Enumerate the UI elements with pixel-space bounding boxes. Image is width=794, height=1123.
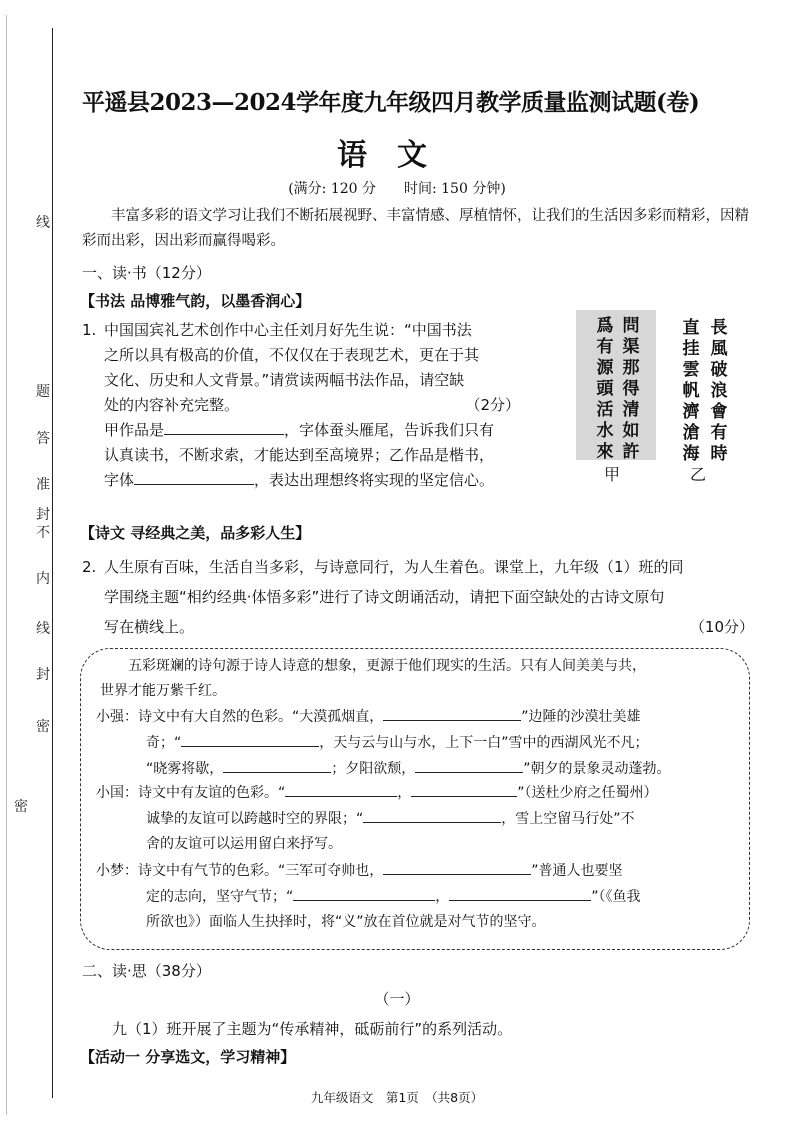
answer-blank-jia[interactable]	[164, 418, 284, 435]
q2-line: 人生原有百味，生活自当多彩，与诗意同行，为人生着色。课堂上，九年级（1）班的同	[104, 558, 684, 576]
exam-meta: (满分: 120 分 时间: 150 分钟)	[288, 181, 506, 197]
box-line: 定的志向，坚守气节；“	[146, 889, 294, 905]
margin-notice-char: 封	[36, 667, 50, 683]
calligraphy-label-jia: 甲	[604, 465, 621, 484]
answer-blank[interactable]	[223, 756, 331, 773]
answer-blank[interactable]	[181, 730, 319, 747]
q1-line: 文化、历史和人文背景。”请赏读两幅书法作品，请空缺	[104, 371, 465, 389]
q1-line: ，表达出理想终将实现的坚定信心。	[254, 471, 495, 489]
answer-blank[interactable]	[363, 806, 501, 823]
margin-seal-char: 封	[36, 507, 50, 523]
box-line: ，	[435, 889, 450, 905]
answer-blank[interactable]	[285, 780, 397, 797]
box-intro-line: 五彩斑斓的诗句源于诗人诗意的想象，更源于他们现实的生活。只有人间美美与共，	[128, 658, 646, 674]
answer-blank[interactable]	[383, 704, 521, 721]
margin-label-mi: 密	[14, 799, 28, 815]
speaker-label: 小国：	[96, 785, 138, 801]
calligraphy-label-yi: 乙	[690, 465, 707, 484]
answer-blank[interactable]	[411, 780, 517, 797]
margin-notice-char: 线	[36, 621, 50, 637]
q2-score: （10分）	[689, 618, 754, 636]
box-line: ”朝夕的景象灵动蓬勃。	[523, 761, 671, 777]
answer-blank[interactable]	[449, 884, 591, 901]
box-line: 舍的友谊可以运用留白来抒写。	[146, 836, 342, 852]
box-line: ”（送杜少府之任蜀州）	[517, 785, 658, 801]
question-1	[82, 318, 540, 493]
q1-line: ，字体蚕头雁尾，告诉我们只有	[284, 421, 495, 439]
box-line: ”边陲的沙漠壮美雄	[521, 709, 641, 725]
subject-title: 语文	[337, 138, 457, 173]
box-line: 奇；“	[146, 735, 182, 751]
xiaomeng-block	[96, 858, 746, 935]
calligraphy-yi-column: 長 風 破 浪 會 有 時	[710, 318, 728, 464]
exam-title: 平遥县2023—2024学年度九年级四月教学质量监测试题(卷)	[82, 89, 700, 116]
box-line: 所欲也》）面临人生抉择时，将“义”放在首位就是对气节的坚守。	[146, 914, 546, 930]
box-line: 诚挚的友谊可以跨越时空的界限；“	[146, 811, 364, 827]
box-line: ，天与云与山与水，上下一白”雪中的西湖风光不凡；	[319, 735, 649, 751]
question-2	[82, 552, 754, 642]
topic1-heading: 【书法 品博雅气韵，以墨香润心】	[80, 292, 311, 310]
box-line: ，雪上空留马行处”不	[501, 811, 635, 827]
speaker-label: 小梦：	[96, 863, 138, 879]
topic2-heading: 【诗文 寻经典之美，品多彩人生】	[80, 524, 311, 542]
part1-heading: 一、读·书（12分）	[82, 264, 211, 282]
q1-line: 甲作品是	[104, 421, 165, 439]
box-line: ”（《鱼我	[591, 889, 641, 905]
q1-line: 字体	[104, 471, 135, 489]
activity1-heading: 【活动一 分享选文，学习精神】	[80, 1048, 296, 1066]
box-line: ；夕阳欲颓，	[331, 761, 416, 777]
q1-line: 处的内容补充完整。	[104, 396, 240, 414]
intro-paragraph: 丰富多彩的语文学习让我们不断拓展视野、丰富情感、厚植情怀，让我们的生活因多彩而精彩，因精彩而出彩，因出彩而赢得喝彩。	[82, 208, 749, 249]
q2-line: 学围绕主题“相约经典·体悟多彩”进行了诗文朗诵活动，请把下面空缺处的古诗文原句	[104, 588, 665, 606]
box-line: ”普通人也要坚	[531, 863, 623, 879]
q1-score: （2分）	[465, 396, 520, 414]
page-footer: 九年级语文 第1页 （共8页）	[310, 1090, 484, 1105]
box-line: 诗文中有友谊的色彩。“	[138, 785, 286, 801]
question-number: 1.	[82, 321, 97, 339]
q1-line: 认真读书，不断求索，才能达到至高境界；乙作品是楷书，	[104, 446, 495, 464]
q1-line: 中国国宾礼艺术创作中心主任刘月好先生说：“中国书法	[104, 321, 472, 339]
margin-notice-char: 答	[36, 431, 50, 447]
margin-label-xian: 线	[36, 215, 50, 231]
answer-blank-yi[interactable]	[134, 468, 254, 485]
box-intro-line: 世界才能万紫千红。	[100, 683, 226, 699]
part2-subsection: （一）	[374, 990, 420, 1008]
answer-blank[interactable]	[383, 858, 531, 875]
box-line: 诗文中有大自然的色彩。“大漠孤烟直，	[138, 709, 384, 725]
q2-line: 写在横线上。	[104, 618, 195, 636]
box-intro	[100, 654, 740, 704]
margin-notice-char: 内	[36, 571, 50, 587]
part2-heading: 二、读·思（38分）	[82, 962, 211, 980]
margin-notice-char: 密	[36, 719, 50, 735]
calligraphy-column: 爲 有 源 頭 活 水 來	[596, 316, 614, 462]
margin-notice-char: 题	[36, 384, 50, 400]
calligraphy-column: 問 渠 那 得 清 如 許	[622, 316, 640, 462]
box-line: ，	[397, 785, 412, 801]
box-line: “晓雾将歇，	[146, 761, 224, 777]
answer-blank[interactable]	[293, 884, 435, 901]
xiaoguo-block	[96, 780, 746, 857]
q1-line: 之所以具有极高的价值，不仅仅在于表现艺术，更在于其	[104, 346, 480, 364]
box-line: 诗文中有气节的色彩。“三军可夺帅也，	[138, 863, 384, 879]
calligraphy-jia	[576, 310, 656, 460]
question-number: 2.	[82, 558, 97, 576]
speaker-label: 小强：	[96, 709, 138, 725]
calligraphy-yi-column: 直 挂 雲 帆 濟 滄 海	[682, 318, 700, 464]
margin-notice-char: 准	[36, 477, 50, 493]
answer-blank[interactable]	[415, 756, 523, 773]
part2-intro: 九（1）班开展了主题为“传承精神，砥砺前行”的系列活动。	[112, 1020, 513, 1038]
margin-notice-char: 不	[36, 525, 50, 541]
xiaoqiang-block	[96, 704, 746, 782]
